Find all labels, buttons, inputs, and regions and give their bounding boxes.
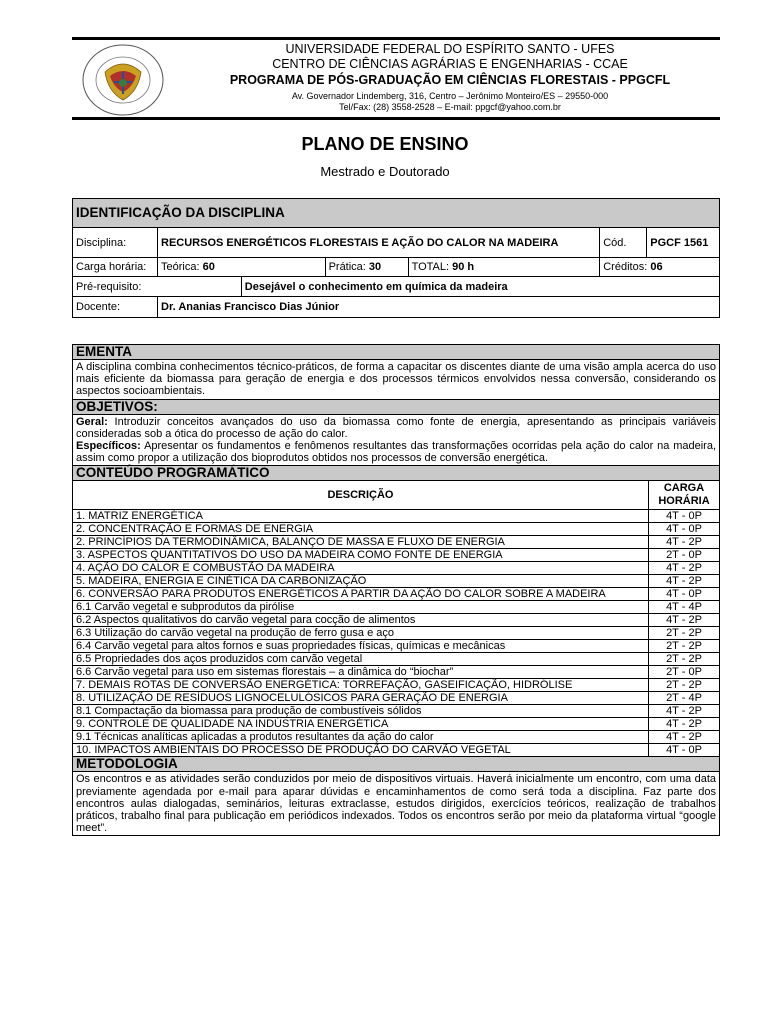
conteudo-descricao: 6.2 Aspectos qualitativos do carvão vegetal para cocção de alimentos [73, 614, 649, 627]
conteudo-descricao: 1. MATRIZ ENERGÉTICA [73, 510, 649, 523]
table-row [73, 679, 720, 692]
conteudo-carga: 4T - 2P [649, 536, 720, 549]
ementa-heading: EMENTA [73, 345, 720, 360]
table-row [73, 510, 720, 523]
table-row [73, 575, 720, 588]
disciplina-label: Disciplina: [73, 228, 158, 258]
identification-table [72, 198, 720, 318]
creditos-cell [600, 258, 720, 277]
pratica-cell [325, 258, 408, 277]
conteudo-carga: 4T - 0P [649, 510, 720, 523]
conteudo-carga: 2T - 0P [649, 549, 720, 562]
total-cell [408, 258, 600, 277]
conteudo-carga: 4T - 2P [649, 731, 720, 744]
teorica-label: Teórica: [161, 261, 200, 273]
table-row [73, 692, 720, 705]
pratica-value: 30 [368, 261, 382, 273]
disciplina-value: RECURSOS ENERGÉTICOS FLORESTAIS E AÇÃO DO CALOR NA MADEIRA [158, 228, 600, 258]
carga-label: Carga horária: [73, 258, 158, 277]
table-row [73, 588, 720, 601]
conteudo-descricao: 9. CONTROLE DE QUALIDADE NA INDÚSTRIA ENERGÉTICA [73, 718, 649, 731]
conteudo-descricao: 9.1 Técnicas analíticas aplicadas a produtos resultantes da ação do calor [73, 731, 649, 744]
document-subtitle: Mestrado e Doutorado [320, 164, 450, 179]
objetivo-geral-text: Introduzir conceitos avançados do uso da biomassa como fonte de energia, apresentando as principais variáveis consideradas sob a ótica do processo de ação do calor. [76, 415, 716, 440]
university-seal-logo [80, 42, 166, 118]
teorica-value: 60 [202, 261, 215, 273]
creditos-label: Créditos: [603, 261, 648, 273]
header-program: PROGRAMA DE PÓS-GRADUAÇÃO EM CIÊNCIAS FLORESTAIS - PPGCFL [229, 73, 671, 87]
conteudo-descricao: 3. ASPECTOS QUANTITATIVOS DO USO DA MADEIRA COMO FONTE DE ENERGIA [73, 549, 649, 562]
table-row [73, 666, 720, 679]
conteudo-heading: CONTEÚDO PROGRAMÁTICO [73, 466, 720, 481]
conteudo-carga: 4T - 2P [649, 562, 720, 575]
conteudo-descricao: 8. UTILIZAÇÃO DE RESÍDUOS LIGNOCELULÓSICOS PARA GERAÇÃO DE ENERGIA [73, 692, 649, 705]
conteudo-carga: 2T - 4P [649, 692, 720, 705]
conteudo-descricao: 10. IMPACTOS AMBIENTAIS DO PROCESSO DE PRODUÇÃO DO CARVÃO VEGETAL [73, 744, 649, 757]
table-row [73, 614, 720, 627]
document-title: PLANO DE ENSINO [301, 134, 469, 154]
header-top-rule [72, 37, 720, 40]
conteudo-descricao: 6.6 Carvão vegetal para uso em sistemas florestais – a dinâmica do “biochar” [73, 666, 649, 679]
cod-value: PGCF 1561 [647, 228, 720, 258]
table-row [73, 523, 720, 536]
pratica-label: Prática: [328, 261, 366, 273]
table-row [73, 627, 720, 640]
total-value: 90 h [452, 261, 475, 273]
table-row [73, 601, 720, 614]
objetivos-heading: OBJETIVOS: [73, 399, 720, 414]
creditos-value: 06 [650, 261, 663, 273]
conteudo-carga: 4T - 0P [649, 588, 720, 601]
conteudo-descricao: 6.4 Carvão vegetal para altos fornos e suas propriedades físicas, químicas e mecânicas [73, 640, 649, 653]
objetivo-especificos-text: Apresentar os fundamentos e fenômenos resultantes das transformações ocorridas pela ação do calor na madeira, assim como propor a utilização dos bioprodutos obtidos nos processos de conversão energética. [76, 440, 716, 465]
docente-label: Docente: [73, 297, 158, 318]
header-center: CENTRO DE CIÊNCIAS AGRÁRIAS E ENGENHARIAS - CCAE [272, 57, 628, 71]
conteudo-descricao: 6.3 Utilização do carvão vegetal na produção de ferro gusa e aço [73, 627, 649, 640]
conteudo-carga: 2T - 2P [649, 679, 720, 692]
conteudo-carga: 4T - 4P [649, 601, 720, 614]
conteudo-carga: 2T - 2P [649, 627, 720, 640]
conteudo-carga: 2T - 2P [649, 640, 720, 653]
conteudo-carga: 2T - 0P [649, 666, 720, 679]
conteudo-carga: 4T - 0P [649, 523, 720, 536]
conteudo-descricao: 2. PRINCÍPIOS DA TERMODINÂMICA, BALANÇO DE MASSA E FLUXO DE ENERGIA [73, 536, 649, 549]
table-row [73, 705, 720, 718]
table-row [73, 536, 720, 549]
conteudo-carga: 4T - 2P [649, 575, 720, 588]
conteudo-carga: 4T - 2P [649, 614, 720, 627]
metodologia-text: Os encontros e as atividades serão conduzidos por meio de dispositivos virtuais. Haverá inicialmente um encontro, com uma data previamente agendada por e-mail para aparar dúvidas e encaminhamentos de como será toda a disciplina. Faz parte dos encontros aulas dialogadas, seminários, leituras extraclasse, estudos dirigidos, exercícios teóricos, realização de trabalhos práticos, trabalho final para publicação em periódicos indexados. Todos os encontros serão por meio da plataforma virtual “google meet”. [73, 772, 720, 836]
header-contact: Tel/Fax: (28) 3558-2528 – E-mail: ppgcf@yahoo.com.br [339, 102, 561, 112]
conteudo-carga: 4T - 0P [649, 744, 720, 757]
header-bottom-rule [72, 117, 720, 120]
teorica-cell [158, 258, 326, 277]
conteudo-descricao: 6.5 Propriedades dos aços produzidos com carvão vegetal [73, 653, 649, 666]
table-row [73, 562, 720, 575]
objetivo-especificos-label: Específicos: [76, 440, 141, 453]
conteudo-descricao: 2. CONCENTRAÇÃO E FORMAS DE ENERGIA [73, 523, 649, 536]
prereq-value: Desejável o conhecimento em química da madeira [241, 277, 719, 297]
conteudo-col-carga-label: CARGA HORÁRIA [658, 482, 710, 508]
identification-heading: IDENTIFICAÇÃO DA DISCIPLINA [73, 199, 720, 228]
prereq-label: Pré-requisito: [73, 277, 242, 297]
objetivos-text [73, 414, 720, 466]
metodologia-heading: METODOLOGIA [73, 757, 720, 772]
table-row [73, 718, 720, 731]
conteudo-descricao: 7. DEMAIS ROTAS DE CONVERSÃO ENERGÉTICA: TORREFAÇÃO, GASEIFICAÇÃO, HIDRÓLISE [73, 679, 649, 692]
ementa-text: A disciplina combina conhecimentos técnico-práticos, de forma a capacitar os discentes diante de uma visão ampla acerca do uso mais eficiente da biomassa para geração de energia e dos processos térmicos envolvidos nessa conversão, considerando os aspectos socioambientais. [73, 360, 720, 400]
content-table [72, 344, 720, 836]
header-university: UNIVERSIDADE FEDERAL DO ESPÍRITO SANTO - UFES [285, 42, 615, 56]
total-label: TOTAL: [411, 261, 450, 273]
cod-label: Cód. [600, 228, 647, 258]
conteudo-descricao: 8.1 Compactação da biomassa para produção de combustíveis sólidos [73, 705, 649, 718]
table-row [73, 744, 720, 757]
conteudo-descricao: 6. CONVERSÃO PARA PRODUTOS ENERGÉTICOS A PARTIR DA AÇÃO DO CALOR SOBRE A MADEIRA [73, 588, 649, 601]
conteudo-descricao: 4. AÇÃO DO CALOR E COMBUSTÃO DA MADEIRA [73, 562, 649, 575]
conteudo-descricao: 6.1 Carvão vegetal e subprodutos da pirólise [73, 601, 649, 614]
conteudo-rows [73, 510, 720, 757]
conteudo-col-carga [649, 481, 720, 510]
conteudo-descricao: 5. MADEIRA, ENERGIA E CINÉTICA DA CARBONIZAÇÃO [73, 575, 649, 588]
table-row [73, 549, 720, 562]
conteudo-carga: 4T - 2P [649, 718, 720, 731]
table-row [73, 653, 720, 666]
table-row [73, 640, 720, 653]
table-row [73, 731, 720, 744]
conteudo-col-descricao: DESCRIÇÃO [73, 481, 649, 510]
conteudo-carga: 2T - 2P [649, 653, 720, 666]
docente-value: Dr. Ananias Francisco Dias Júnior [158, 297, 720, 318]
objetivo-geral-label: Geral: [76, 415, 108, 428]
header-address: Av. Governador Lindemberg, 316, Centro – Jerônimo Monteiro/ES – 29550-000 [291, 91, 609, 101]
conteudo-carga: 4T - 2P [649, 705, 720, 718]
